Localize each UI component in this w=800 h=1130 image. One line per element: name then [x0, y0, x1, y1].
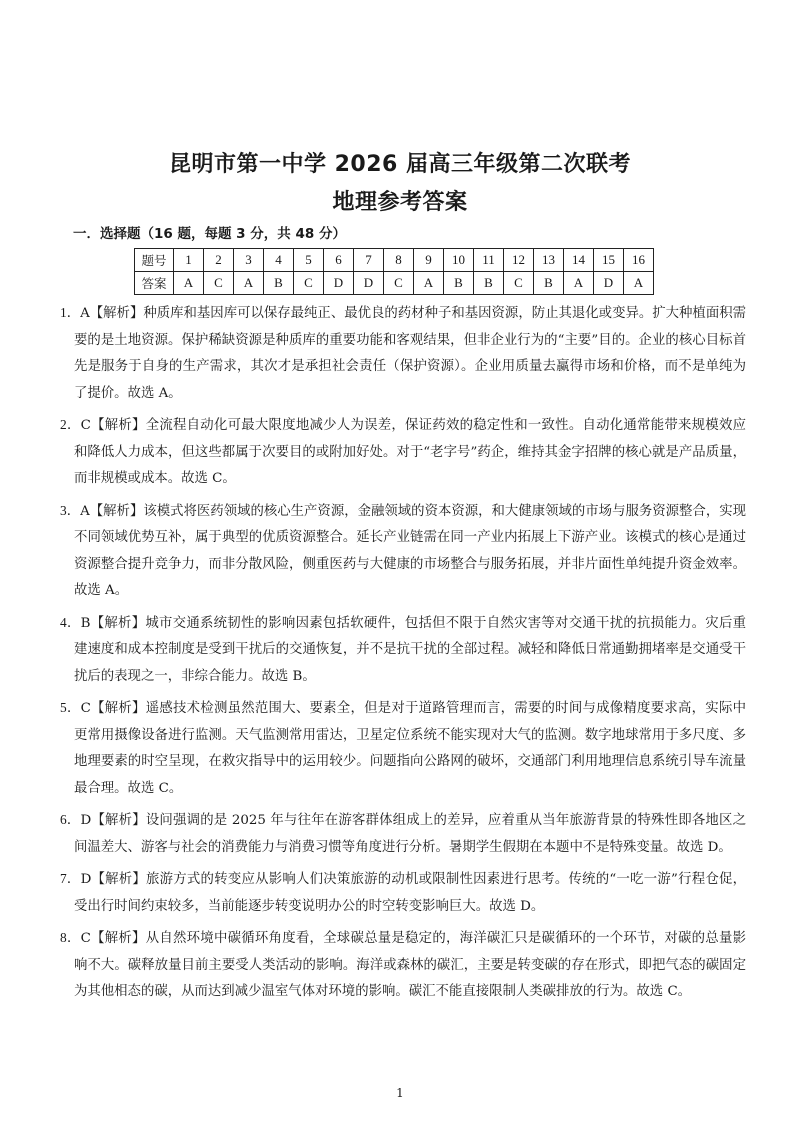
question-number: 7． [60, 871, 81, 886]
page-subtitle: 地理参考答案 [332, 190, 468, 215]
answer-cell: A [234, 272, 264, 295]
explanation-text: D【解析】旅游方式的转变应从影响人们决策旅游的动机或限制性因素进行思考。传统的“一吃一游”行程仓促，受出行时间约束较多，当前能逐步转变说明办公的时空转变影响巨大。故选 D。 [74, 872, 746, 914]
answer-cell: C [504, 272, 534, 295]
answer-cell: A [174, 272, 204, 295]
question-number-cell: 12 [504, 249, 534, 272]
answer-cell: B [474, 272, 504, 295]
explanation-item [60, 695, 746, 802]
question-number: 6． [60, 812, 81, 827]
question-number-cell: 16 [624, 249, 654, 272]
explanation-list [60, 300, 746, 1011]
question-number: 3． [60, 502, 81, 518]
question-number-cell: 10 [444, 249, 474, 272]
explanation-text: A【解析】该模式将医药领域的核心生产资源，金融领域的资本资源，和大健康领域的市场与服务资源整合，实现不同领域优势互补，属于典型的优质资源整合。延长产业链需在同一产业内拓展上下游产业。该模式的核心是通过资源整合提升竞争力，而非分散风险，侧重医药与大健康的市场整合与服务拓展，并非片面性单纯提升资金效率。故选 A。 [74, 503, 746, 598]
explanation-text: C【解析】全流程自动化可最大限度地减少人为误差，保证药效的稳定性和一致性。自动化通常能带来规模效应和降低人力成本，但这些都属于次要目的或附加好处。对于“老字号”药企，维持其金字招牌的核心就是产品质量，而非规模或成本。故选 C。 [74, 418, 746, 486]
answer-cell: C [294, 272, 324, 295]
table-row-header: 题号 [135, 249, 174, 272]
table-row-numbers [135, 249, 654, 272]
answer-cell: D [594, 272, 624, 295]
answer-cell: B [534, 272, 564, 295]
answer-cell: D [324, 272, 354, 295]
answer-cell: A [564, 272, 594, 295]
explanation-text: A【解析】种质库和基因库可以保存最纯正、最优良的药材种子和基因资源，防止其退化或变异。扩大种植面积需要的是土地资源。保护稀缺资源是种质库的重要功能和客观结果，但非企业行为的“主要”目的。企业的核心目标首先是服务于自身的生产需求，其次才是承担社会责任（保护资源）。企业用质量去赢得市场和价格，而不是单纯为了提价。故选 A。 [74, 306, 746, 401]
answer-cell: C [204, 272, 234, 295]
section-heading: 一．选择题（16 题，每题 3 分，共 48 分） [73, 226, 346, 242]
explanation-item [60, 866, 746, 920]
question-number-cell: 4 [264, 249, 294, 272]
answer-cell: C [384, 272, 414, 295]
table-row-header: 答案 [135, 272, 174, 295]
question-number-cell: 2 [204, 249, 234, 272]
question-number-cell: 7 [354, 249, 384, 272]
question-number-cell: 5 [294, 249, 324, 272]
answer-cell: A [624, 272, 654, 295]
answer-cell: B [444, 272, 474, 295]
page-number: 1 [396, 1086, 404, 1100]
question-number-cell: 14 [564, 249, 594, 272]
question-number-cell: 11 [474, 249, 504, 272]
question-number-cell: 8 [384, 249, 414, 272]
explanation-item [60, 925, 746, 1006]
question-number-cell: 1 [174, 249, 204, 272]
explanation-text: D【解析】设问强调的是 2025 年与往年在游客群体组成上的差异，应着重从当年旅游背景的特殊性即各地区之间温差大、游客与社会的消费能力与消费习惯等角度进行分析。暑期学生假期在本题中不是特殊变量。故选 D。 [74, 813, 746, 855]
explanation-text: C【解析】从自然环境中碳循环角度看，全球碳总量是稳定的，海洋碳汇只是碳循环的一个环节，对碳的总量影响不大。碳释放量目前主要受人类活动的影响。海洋或森林的碳汇，主要是转变碳的存在形式，即把气态的碳固定为其他相态的碳，从而达到减少温室气体对环境的影响。碳汇不能直接限制人类碳排放的行为。故选 C。 [74, 931, 746, 999]
question-number-cell: 3 [234, 249, 264, 272]
question-number: 2． [60, 417, 81, 432]
question-number-cell: 15 [594, 249, 624, 272]
answer-cell: D [354, 272, 384, 295]
question-number: 4． [60, 614, 81, 630]
explanation-item [60, 610, 746, 691]
question-number: 5． [60, 700, 81, 715]
explanation-text: B【解析】城市交通系统韧性的影响因素包括软硬件，包括但不限于自然灾害等对交通干扰的抗损能力。灾后重建速度和成本控制度是受到干扰后的交通恢复，并不是抗干扰的全部过程。减轻和降低日常通勤拥堵率是交通受干扰后的表现之一，非综合能力。故选 B。 [74, 615, 746, 684]
question-number-cell: 13 [534, 249, 564, 272]
question-number-cell: 9 [414, 249, 444, 272]
question-number: 8． [60, 930, 81, 945]
answer-table [134, 248, 654, 295]
table-row-answers [135, 272, 654, 295]
explanation-item [60, 412, 746, 493]
question-number: 1． [60, 305, 81, 320]
page-title: 昆明市第一中学 2026 届高三年级第二次联考 [168, 152, 632, 177]
question-number-cell: 6 [324, 249, 354, 272]
explanation-text: C【解析】遥感技术检测虽然范围大、要素全，但是对于道路管理而言，需要的时间与成像精度要求高，实际中更常用摄像设备进行监测。天气监测常用雷达，卫星定位系统不能实现对大气的监测。数字地球常用于多尺度、多地理要素的时空呈现，在救灾指导中的运用较少。问题指向公路网的破坏，交通部门利用地理信息系统引导车流量最合理。故选 C。 [74, 701, 746, 796]
answer-cell: B [264, 272, 294, 295]
answer-cell: A [414, 272, 444, 295]
explanation-item [60, 300, 746, 407]
explanation-item [60, 807, 746, 861]
explanation-item [60, 498, 746, 605]
